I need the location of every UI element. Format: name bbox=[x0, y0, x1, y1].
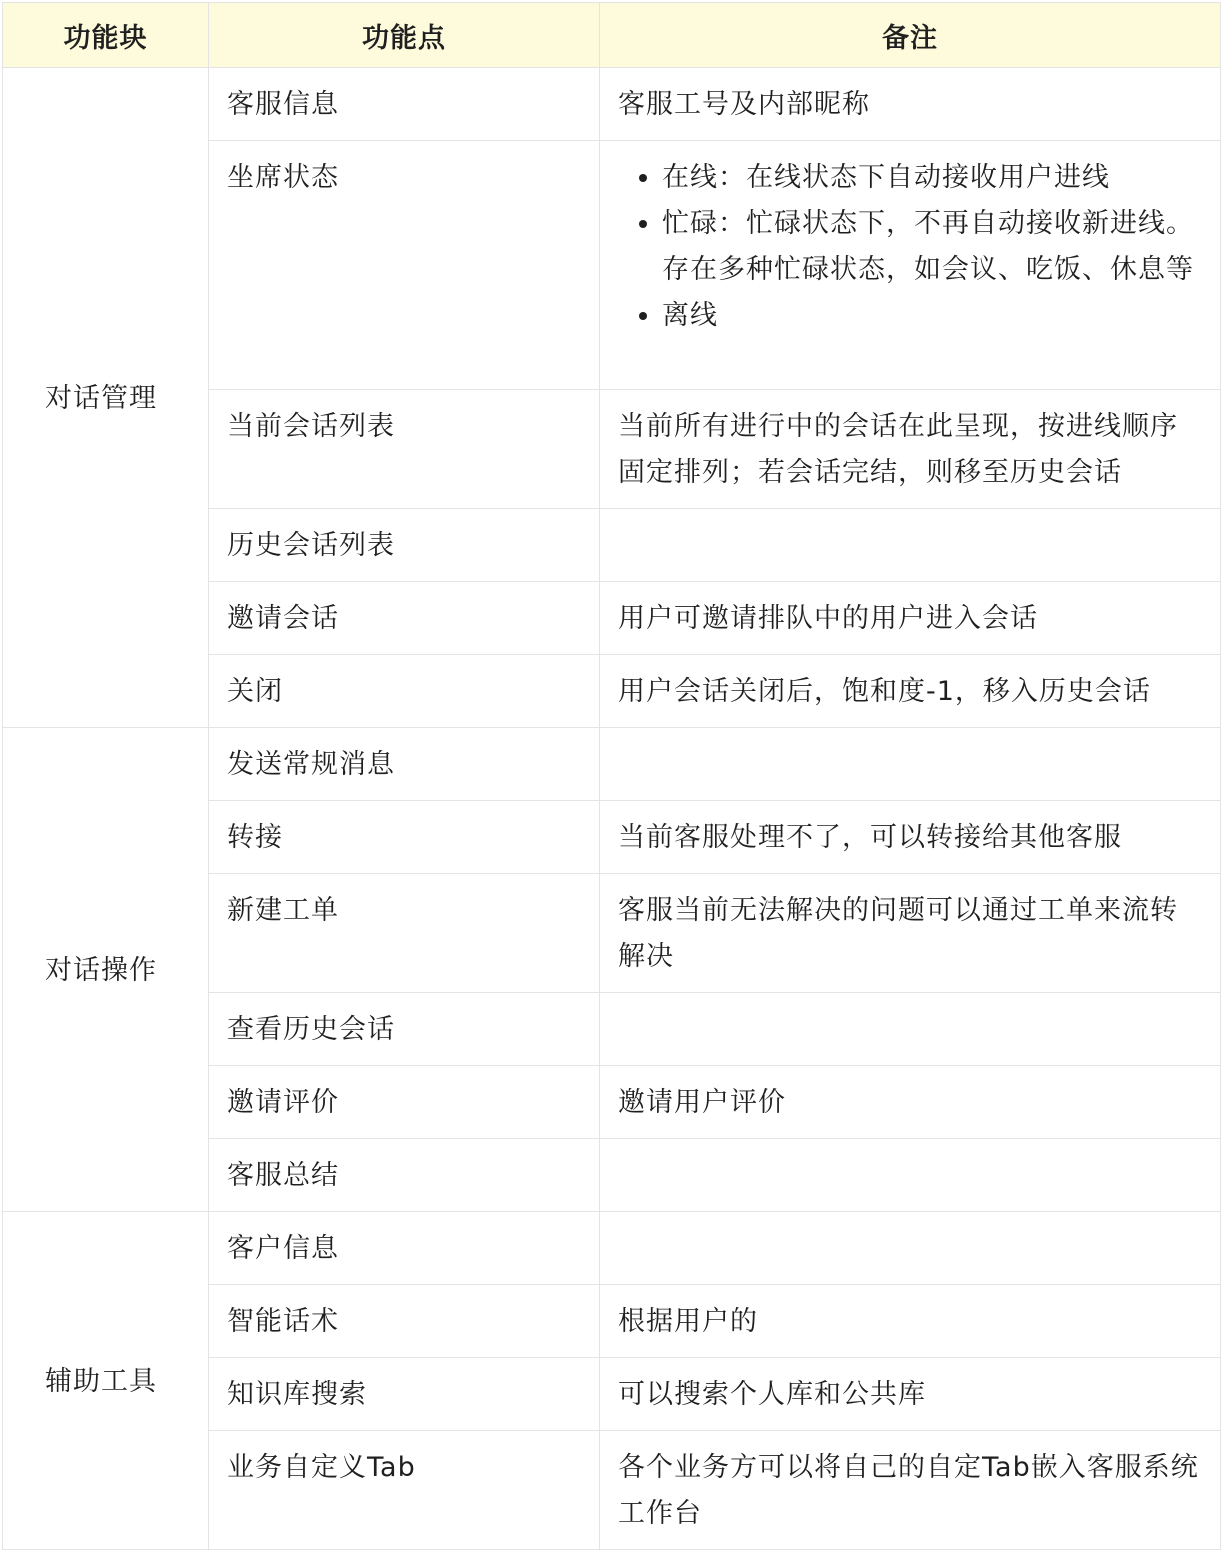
point-cell: 关闭 bbox=[209, 655, 600, 728]
point-cell: 业务自定义Tab bbox=[209, 1431, 600, 1550]
point-cell: 查看历史会话 bbox=[209, 993, 600, 1066]
status-list bbox=[618, 155, 1202, 339]
note-cell: 根据用户的 bbox=[600, 1285, 1221, 1358]
note-cell: 用户可邀请排队中的用户进入会话 bbox=[600, 582, 1221, 655]
note-cell bbox=[600, 1139, 1221, 1212]
table-row bbox=[3, 68, 1221, 141]
list-item: • 在线：在线状态下自动接收用户进线 bbox=[662, 155, 1202, 201]
note-cell: 各个业务方可以将自己的自定Tab嵌入客服系统工作台 bbox=[600, 1431, 1221, 1550]
note-cell: 客服工号及内部昵称 bbox=[600, 68, 1221, 141]
note-cell bbox=[600, 728, 1221, 801]
point-cell: 邀请评价 bbox=[209, 1066, 600, 1139]
note-cell bbox=[600, 993, 1221, 1066]
note-cell: 当前客服处理不了，可以转接给其他客服 bbox=[600, 801, 1221, 874]
note-cell: 可以搜索个人库和公共库 bbox=[600, 1358, 1221, 1431]
point-cell: 坐席状态 bbox=[209, 141, 600, 390]
note-cell: 用户会话关闭后，饱和度-1，移入历史会话 bbox=[600, 655, 1221, 728]
point-cell: 客服总结 bbox=[209, 1139, 600, 1212]
header-note: 备注 bbox=[600, 3, 1221, 68]
block-cell: 辅助工具 bbox=[3, 1212, 209, 1550]
point-cell: 当前会话列表 bbox=[209, 390, 600, 509]
point-cell: 邀请会话 bbox=[209, 582, 600, 655]
block-cell: 对话管理 bbox=[3, 68, 209, 728]
point-cell: 转接 bbox=[209, 801, 600, 874]
point-cell: 客服信息 bbox=[209, 68, 600, 141]
note-cell bbox=[600, 141, 1221, 390]
header-point: 功能点 bbox=[209, 3, 600, 68]
point-cell: 历史会话列表 bbox=[209, 509, 600, 582]
feature-table bbox=[2, 2, 1221, 1550]
note-cell: 客服当前无法解决的问题可以通过工单来流转解决 bbox=[600, 874, 1221, 993]
point-cell: 知识库搜索 bbox=[209, 1358, 600, 1431]
note-cell: 邀请用户评价 bbox=[600, 1066, 1221, 1139]
point-cell: 新建工单 bbox=[209, 874, 600, 993]
note-cell bbox=[600, 509, 1221, 582]
table-row bbox=[3, 728, 1221, 801]
point-cell: 发送常规消息 bbox=[209, 728, 600, 801]
point-cell: 客户信息 bbox=[209, 1212, 600, 1285]
list-item: • 离线 bbox=[662, 293, 1202, 339]
point-cell: 智能话术 bbox=[209, 1285, 600, 1358]
block-cell: 对话操作 bbox=[3, 728, 209, 1212]
note-cell: 当前所有进行中的会话在此呈现，按进线顺序固定排列；若会话完结，则移至历史会话 bbox=[600, 390, 1221, 509]
header-row bbox=[3, 3, 1221, 68]
table-row bbox=[3, 1212, 1221, 1285]
list-item: • 忙碌：忙碌状态下，不再自动接收新进线。存在多种忙碌状态，如会议、吃饭、休息等 bbox=[662, 201, 1202, 293]
header-block: 功能块 bbox=[3, 3, 209, 68]
note-cell bbox=[600, 1212, 1221, 1285]
